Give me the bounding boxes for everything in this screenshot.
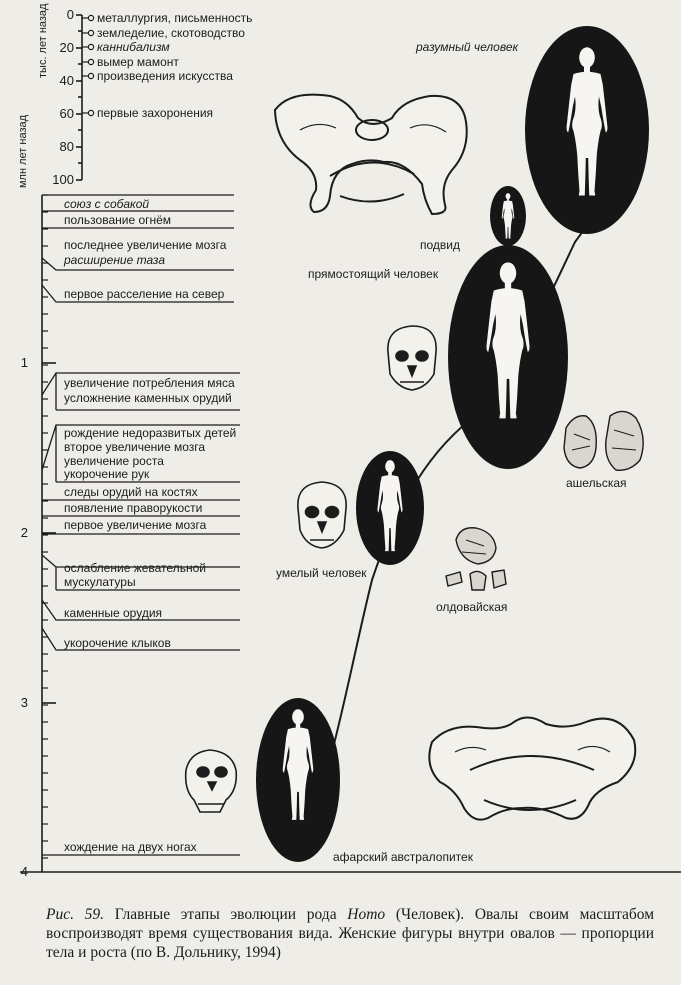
kyr-event-markers: [82, 15, 94, 115]
species-label-erectus: прямостоящий человек: [308, 267, 439, 281]
myr-event-label: союз с собакой: [64, 197, 150, 211]
myr-event-label: усложнение каменных орудий: [64, 391, 232, 405]
caption-ref: Рис. 59.: [46, 906, 105, 923]
acheulean-tools-drawing: [564, 411, 643, 470]
species-label-subspecies: подвид: [420, 238, 460, 252]
kyr-event-label: металлургия, письменность: [97, 11, 253, 25]
myr-event-label: расширение таза: [64, 253, 166, 267]
myr-event-label: появление праворукости: [64, 501, 203, 515]
kyr-axis: [76, 15, 82, 180]
myr-event-label: пользование огнём: [64, 213, 172, 227]
myr-axis-title: млн лет назад: [17, 114, 29, 188]
myr-event-label: увеличение потребления мяса: [64, 376, 235, 390]
skull-afarensis-drawing: [186, 750, 237, 812]
kyr-event-label: первые захоронения: [97, 106, 214, 120]
myr-event-label: укорочение рук: [64, 467, 150, 481]
kyr-tick-label: 40: [59, 73, 74, 88]
myr-event-label: второе увеличение мозга: [64, 440, 206, 454]
kyr-event-label: вымер мамонт: [97, 55, 179, 69]
kyr-event-label: земледелие, скотоводство: [97, 26, 245, 40]
kyr-tick-label: 20: [59, 40, 74, 55]
kyr-tick-label: 100: [52, 172, 74, 187]
myr-event-label: мускулатуры: [64, 575, 136, 589]
kyr-event-label: произведения искусства: [97, 69, 233, 83]
kyr-tick-label: 60: [59, 106, 74, 121]
myr-tick-label: 2: [20, 525, 28, 540]
species-label-afarensis: афарский австралопитек: [333, 850, 473, 864]
caption-text-end: (Человек). Овалы своим масштабом воспроизводят время существования вида. Женские фигуры внутри овалов — пропорции тела и роста (по В. Дольнику, 1994): [46, 906, 655, 961]
oval-habilis: [356, 451, 424, 565]
myr-tick-label: 3: [20, 695, 28, 710]
oldowan-tools-drawing: [446, 528, 506, 590]
pelvis-afarensis-drawing: [429, 717, 635, 819]
oval-subspecies: [490, 186, 526, 246]
myr-event-label: хождение на двух ногах: [64, 840, 197, 854]
figure-caption: [46, 905, 654, 962]
kyr-event-label: каннибализм: [97, 40, 170, 54]
myr-minor-ticks: [42, 195, 48, 858]
kyr-axis-title: тыс. лет назад: [37, 3, 49, 78]
myr-tick-label: 4: [20, 864, 28, 879]
oval-erectus: [448, 245, 568, 469]
skull-erectus-drawing: [388, 326, 436, 390]
species-label-habilis: умелый человек: [276, 566, 367, 580]
skull-habilis-drawing: [298, 482, 346, 548]
myr-event-label: первое увеличение мозга: [64, 518, 207, 532]
culture-label-oldowan: олдовайская: [436, 600, 508, 614]
myr-event-label: ослабление жевательной: [64, 561, 206, 575]
myr-event-label: увеличение роста: [64, 454, 164, 468]
myr-event-label: следы орудий на костях: [64, 485, 198, 499]
myr-event-label: каменные орудия: [64, 606, 163, 620]
species-label-sapiens: разумный человек: [416, 40, 519, 54]
myr-tick-label: 1: [20, 355, 28, 370]
oval-afarensis: [256, 698, 340, 862]
myr-event-label: рождение недоразвитых детей: [64, 426, 237, 440]
myr-event-label: укорочение клыков: [64, 636, 171, 650]
myr-event-label: первое расселение на север: [64, 287, 225, 301]
caption-genus: Homo: [347, 906, 386, 923]
myr-event-label: последнее увеличение мозга: [64, 238, 227, 252]
caption-text-start: Главные этапы эволюции рода: [114, 906, 337, 923]
culture-label-acheulean: ашельская: [566, 476, 627, 490]
pelvis-sapiens-drawing: [275, 95, 467, 214]
oval-sapiens: [525, 26, 649, 234]
kyr-tick-label: 80: [59, 139, 74, 154]
kyr-tick-label: 0: [66, 7, 74, 22]
